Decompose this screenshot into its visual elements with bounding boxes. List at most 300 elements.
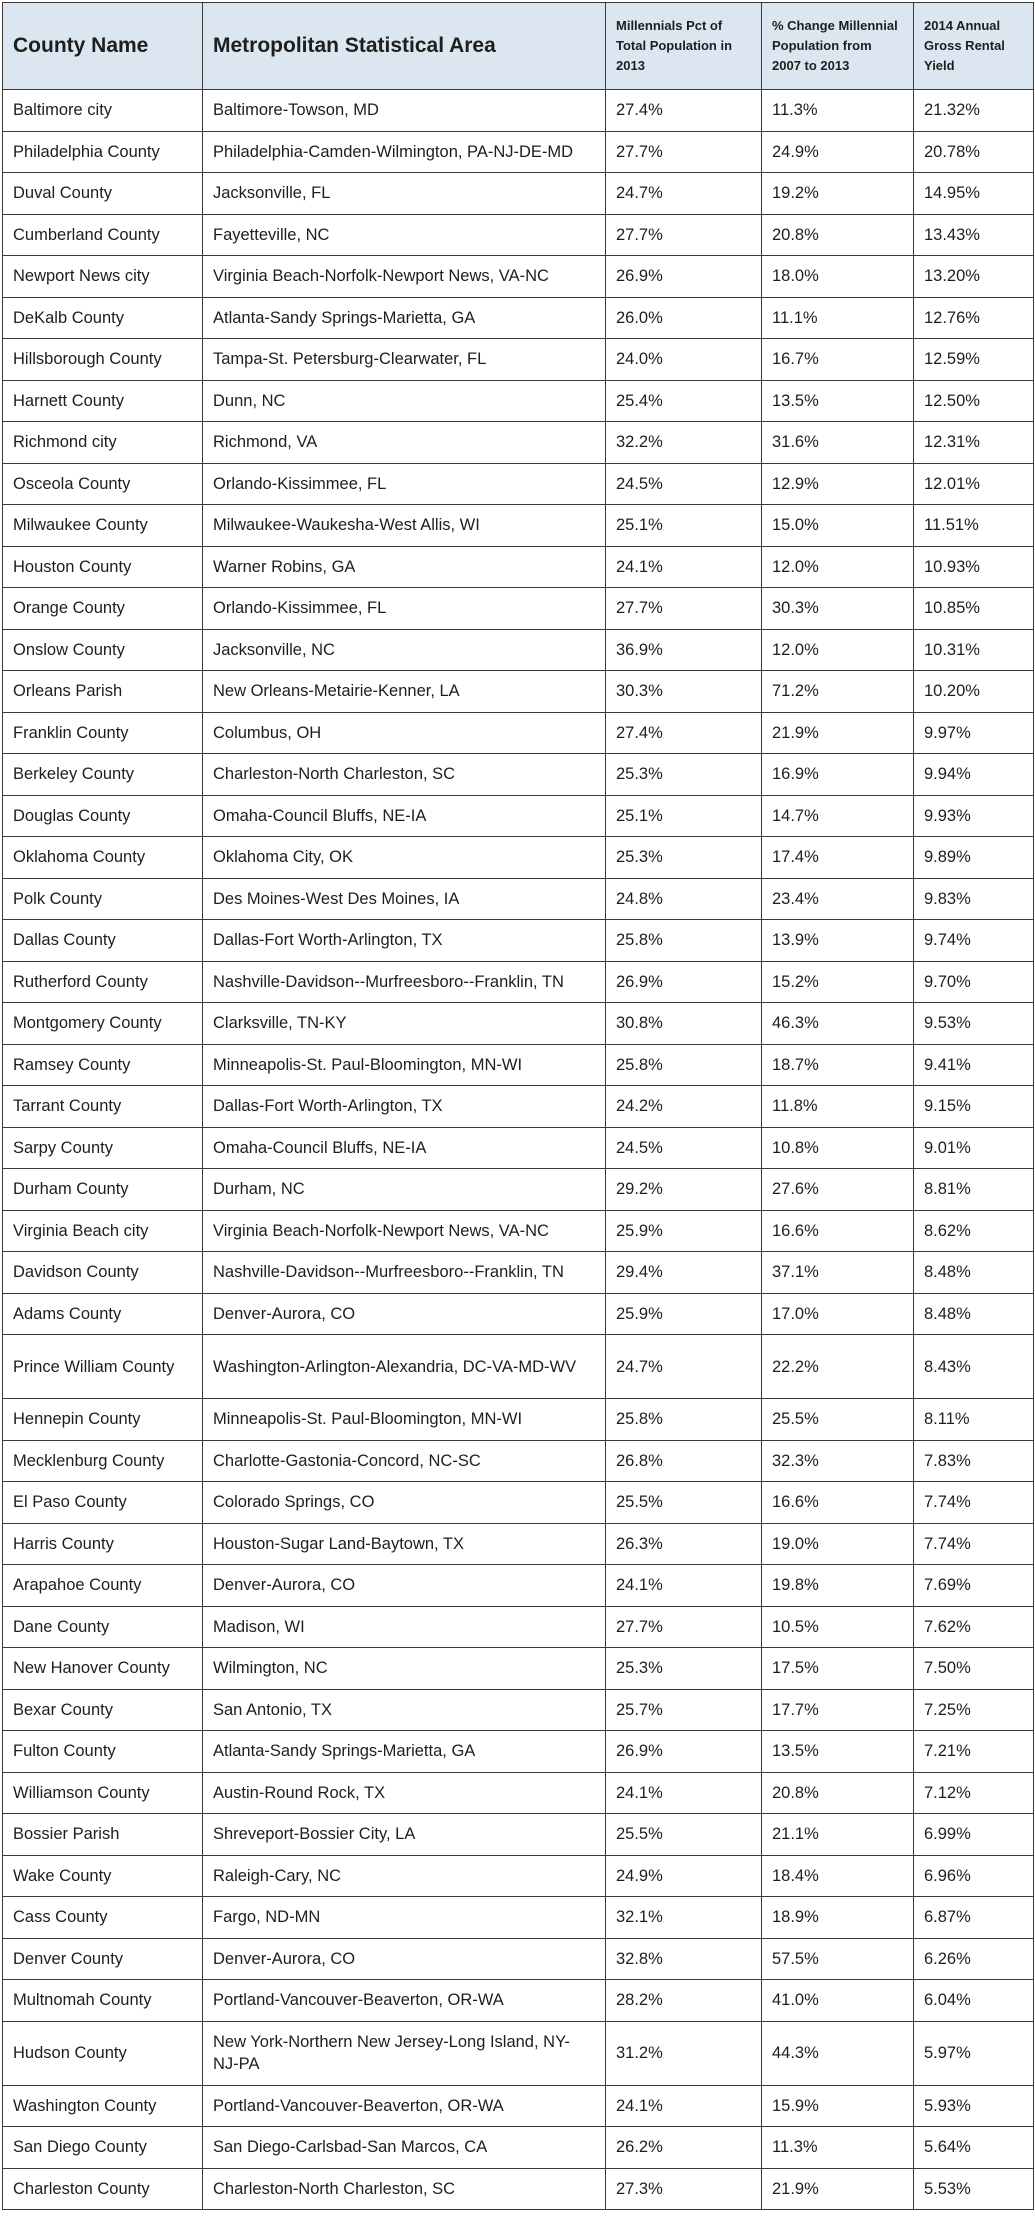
table-row (3, 463, 1034, 505)
cell-rental-yield: 7.83% (914, 1440, 1034, 1482)
cell-millennials-pct: 24.0% (606, 339, 762, 381)
cell-county-name: Orange County (3, 588, 203, 630)
cell-county-name: Cass County (3, 1897, 203, 1939)
cell-millennial-change: 44.3% (762, 2021, 914, 2085)
cell-millennials-pct: 25.5% (606, 1482, 762, 1524)
cell-county-name: Hillsborough County (3, 339, 203, 381)
cell-millennial-change: 16.6% (762, 1482, 914, 1524)
cell-millennials-pct: 25.5% (606, 1814, 762, 1856)
cell-rental-yield: 9.74% (914, 920, 1034, 962)
cell-metro-area: San Diego-Carlsbad-San Marcos, CA (203, 2127, 606, 2169)
cell-millennials-pct: 24.8% (606, 878, 762, 920)
cell-county-name: El Paso County (3, 1482, 203, 1524)
cell-millennials-pct: 27.3% (606, 2168, 762, 2210)
header-row (3, 3, 1034, 90)
cell-millennial-change: 10.8% (762, 1127, 914, 1169)
cell-metro-area: Portland-Vancouver-Beaverton, OR-WA (203, 2085, 606, 2127)
cell-county-name: Durham County (3, 1169, 203, 1211)
cell-county-name: Bexar County (3, 1689, 203, 1731)
table-row (3, 256, 1034, 298)
cell-rental-yield: 9.89% (914, 837, 1034, 879)
cell-metro-area: Atlanta-Sandy Springs-Marietta, GA (203, 297, 606, 339)
cell-county-name: Richmond city (3, 422, 203, 464)
cell-millennials-pct: 26.3% (606, 1523, 762, 1565)
cell-millennial-change: 25.5% (762, 1399, 914, 1441)
header-millennials-pct: Millennials Pct of Total Population in 2013 (606, 3, 762, 90)
cell-millennials-pct: 24.2% (606, 1086, 762, 1128)
cell-metro-area: Portland-Vancouver-Beaverton, OR-WA (203, 1980, 606, 2022)
cell-rental-yield: 5.64% (914, 2127, 1034, 2169)
cell-millennial-change: 11.8% (762, 1086, 914, 1128)
cell-county-name: Newport News city (3, 256, 203, 298)
table-body (3, 90, 1034, 2210)
cell-metro-area: New Orleans-Metairie-Kenner, LA (203, 671, 606, 713)
cell-rental-yield: 8.81% (914, 1169, 1034, 1211)
cell-millennial-change: 17.5% (762, 1648, 914, 1690)
cell-county-name: Dane County (3, 1606, 203, 1648)
cell-rental-yield: 12.31% (914, 422, 1034, 464)
header-millennial-change: % Change Millennial Population from 2007 to 2013 (762, 3, 914, 90)
cell-millennials-pct: 25.3% (606, 837, 762, 879)
cell-millennials-pct: 24.1% (606, 2085, 762, 2127)
cell-millennial-change: 20.8% (762, 1772, 914, 1814)
table-row (3, 961, 1034, 1003)
cell-millennials-pct: 24.7% (606, 1335, 762, 1399)
table-row (3, 1210, 1034, 1252)
cell-rental-yield: 9.53% (914, 1003, 1034, 1045)
cell-millennials-pct: 27.7% (606, 131, 762, 173)
cell-county-name: Prince William County (3, 1335, 203, 1399)
cell-metro-area: Houston-Sugar Land-Baytown, TX (203, 1523, 606, 1565)
table-row (3, 1648, 1034, 1690)
cell-millennials-pct: 26.8% (606, 1440, 762, 1482)
cell-metro-area: Philadelphia-Camden-Wilmington, PA-NJ-DE-MD (203, 131, 606, 173)
table-row (3, 1565, 1034, 1607)
table-row (3, 1523, 1034, 1565)
cell-rental-yield: 6.96% (914, 1855, 1034, 1897)
cell-county-name: Baltimore city (3, 90, 203, 132)
table-row (3, 90, 1034, 132)
cell-rental-yield: 6.99% (914, 1814, 1034, 1856)
cell-millennial-change: 21.1% (762, 1814, 914, 1856)
header-rental-yield: 2014 Annual Gross Rental Yield (914, 3, 1034, 90)
cell-rental-yield: 10.31% (914, 629, 1034, 671)
cell-millennials-pct: 30.3% (606, 671, 762, 713)
table-row (3, 1086, 1034, 1128)
cell-county-name: Wake County (3, 1855, 203, 1897)
table-row (3, 1814, 1034, 1856)
cell-millennial-change: 20.8% (762, 214, 914, 256)
cell-county-name: Denver County (3, 1938, 203, 1980)
cell-county-name: Williamson County (3, 1772, 203, 1814)
cell-millennial-change: 11.3% (762, 2127, 914, 2169)
cell-metro-area: Shreveport-Bossier City, LA (203, 1814, 606, 1856)
cell-rental-yield: 9.70% (914, 961, 1034, 1003)
cell-millennial-change: 57.5% (762, 1938, 914, 1980)
cell-rental-yield: 12.50% (914, 380, 1034, 422)
table-row (3, 1731, 1034, 1773)
cell-millennial-change: 18.9% (762, 1897, 914, 1939)
cell-metro-area: Charleston-North Charleston, SC (203, 2168, 606, 2210)
cell-millennials-pct: 26.2% (606, 2127, 762, 2169)
cell-millennials-pct: 24.7% (606, 173, 762, 215)
cell-rental-yield: 7.25% (914, 1689, 1034, 1731)
cell-county-name: Duval County (3, 173, 203, 215)
cell-metro-area: Omaha-Council Bluffs, NE-IA (203, 1127, 606, 1169)
cell-metro-area: Warner Robins, GA (203, 546, 606, 588)
cell-metro-area: Wilmington, NC (203, 1648, 606, 1690)
cell-rental-yield: 9.41% (914, 1044, 1034, 1086)
table-row (3, 214, 1034, 256)
cell-county-name: San Diego County (3, 2127, 203, 2169)
cell-millennials-pct: 27.7% (606, 588, 762, 630)
table-row (3, 629, 1034, 671)
cell-metro-area: Virginia Beach-Norfolk-Newport News, VA-NC (203, 256, 606, 298)
cell-metro-area: San Antonio, TX (203, 1689, 606, 1731)
table-row (3, 422, 1034, 464)
cell-county-name: Philadelphia County (3, 131, 203, 173)
cell-rental-yield: 6.26% (914, 1938, 1034, 1980)
cell-millennials-pct: 32.2% (606, 422, 762, 464)
county-rental-yield-table (2, 2, 1034, 2210)
cell-millennials-pct: 29.4% (606, 1252, 762, 1294)
cell-rental-yield: 14.95% (914, 173, 1034, 215)
cell-county-name: Milwaukee County (3, 505, 203, 547)
table-row (3, 1003, 1034, 1045)
cell-millennials-pct: 25.1% (606, 505, 762, 547)
cell-county-name: Oklahoma County (3, 837, 203, 879)
table-row (3, 1606, 1034, 1648)
cell-rental-yield: 7.74% (914, 1523, 1034, 1565)
table-row (3, 1855, 1034, 1897)
table-row (3, 754, 1034, 796)
cell-metro-area: Atlanta-Sandy Springs-Marietta, GA (203, 1731, 606, 1773)
header-county-name: County Name (3, 3, 203, 90)
cell-millennials-pct: 25.9% (606, 1210, 762, 1252)
cell-millennials-pct: 24.1% (606, 1772, 762, 1814)
table-row (3, 1399, 1034, 1441)
cell-county-name: Multnomah County (3, 1980, 203, 2022)
cell-rental-yield: 13.43% (914, 214, 1034, 256)
cell-rental-yield: 7.21% (914, 1731, 1034, 1773)
cell-millennial-change: 23.4% (762, 878, 914, 920)
cell-metro-area: Denver-Aurora, CO (203, 1293, 606, 1335)
table-row (3, 588, 1034, 630)
cell-millennial-change: 15.9% (762, 2085, 914, 2127)
cell-metro-area: New York-Northern New Jersey-Long Island, NY-NJ-PA (203, 2021, 606, 2085)
cell-millennial-change: 15.2% (762, 961, 914, 1003)
cell-millennial-change: 17.0% (762, 1293, 914, 1335)
cell-metro-area: Colorado Springs, CO (203, 1482, 606, 1524)
cell-millennials-pct: 27.7% (606, 1606, 762, 1648)
cell-rental-yield: 5.53% (914, 2168, 1034, 2210)
table-row (3, 1127, 1034, 1169)
cell-rental-yield: 6.04% (914, 1980, 1034, 2022)
cell-millennials-pct: 24.1% (606, 1565, 762, 1607)
cell-county-name: New Hanover County (3, 1648, 203, 1690)
cell-rental-yield: 8.48% (914, 1252, 1034, 1294)
cell-millennial-change: 12.0% (762, 546, 914, 588)
cell-metro-area: Columbus, OH (203, 712, 606, 754)
cell-metro-area: Jacksonville, FL (203, 173, 606, 215)
cell-millennial-change: 18.4% (762, 1855, 914, 1897)
cell-rental-yield: 9.15% (914, 1086, 1034, 1128)
cell-metro-area: Dunn, NC (203, 380, 606, 422)
cell-metro-area: Omaha-Council Bluffs, NE-IA (203, 795, 606, 837)
table-row (3, 2021, 1034, 2085)
cell-millennials-pct: 26.9% (606, 961, 762, 1003)
cell-millennial-change: 12.0% (762, 629, 914, 671)
cell-millennial-change: 14.7% (762, 795, 914, 837)
cell-rental-yield: 12.59% (914, 339, 1034, 381)
cell-millennials-pct: 26.0% (606, 297, 762, 339)
cell-millennials-pct: 25.8% (606, 920, 762, 962)
cell-millennials-pct: 31.2% (606, 2021, 762, 2085)
table-row (3, 920, 1034, 962)
cell-millennials-pct: 26.9% (606, 1731, 762, 1773)
cell-millennial-change: 22.2% (762, 1335, 914, 1399)
cell-rental-yield: 9.94% (914, 754, 1034, 796)
cell-millennials-pct: 25.8% (606, 1399, 762, 1441)
cell-metro-area: Minneapolis-St. Paul-Bloomington, MN-WI (203, 1399, 606, 1441)
table-row (3, 1044, 1034, 1086)
cell-millennials-pct: 24.9% (606, 1855, 762, 1897)
cell-metro-area: Charlotte-Gastonia-Concord, NC-SC (203, 1440, 606, 1482)
cell-millennials-pct: 26.9% (606, 256, 762, 298)
cell-rental-yield: 8.48% (914, 1293, 1034, 1335)
table-row (3, 1252, 1034, 1294)
cell-rental-yield: 21.32% (914, 90, 1034, 132)
table-row (3, 1335, 1034, 1399)
cell-millennial-change: 31.6% (762, 422, 914, 464)
cell-millennial-change: 32.3% (762, 1440, 914, 1482)
cell-rental-yield: 9.97% (914, 712, 1034, 754)
cell-county-name: Dallas County (3, 920, 203, 962)
cell-metro-area: Madison, WI (203, 1606, 606, 1648)
table-row (3, 878, 1034, 920)
cell-rental-yield: 7.74% (914, 1482, 1034, 1524)
cell-millennial-change: 16.7% (762, 339, 914, 381)
cell-millennial-change: 11.1% (762, 297, 914, 339)
cell-millennials-pct: 25.1% (606, 795, 762, 837)
cell-rental-yield: 5.97% (914, 2021, 1034, 2085)
cell-county-name: Houston County (3, 546, 203, 588)
cell-millennials-pct: 25.9% (606, 1293, 762, 1335)
cell-rental-yield: 10.85% (914, 588, 1034, 630)
cell-rental-yield: 9.01% (914, 1127, 1034, 1169)
cell-county-name: Washington County (3, 2085, 203, 2127)
table-row (3, 1980, 1034, 2022)
cell-county-name: Virginia Beach city (3, 1210, 203, 1252)
cell-metro-area: Denver-Aurora, CO (203, 1565, 606, 1607)
cell-rental-yield: 12.76% (914, 297, 1034, 339)
header-metro-area: Metropolitan Statistical Area (203, 3, 606, 90)
table-row (3, 505, 1034, 547)
cell-county-name: Bossier Parish (3, 1814, 203, 1856)
cell-rental-yield: 7.50% (914, 1648, 1034, 1690)
cell-metro-area: Virginia Beach-Norfolk-Newport News, VA-NC (203, 1210, 606, 1252)
cell-millennial-change: 10.5% (762, 1606, 914, 1648)
cell-county-name: Harris County (3, 1523, 203, 1565)
cell-millennial-change: 13.9% (762, 920, 914, 962)
cell-millennial-change: 18.0% (762, 256, 914, 298)
table-row (3, 131, 1034, 173)
cell-metro-area: Durham, NC (203, 1169, 606, 1211)
cell-metro-area: Austin-Round Rock, TX (203, 1772, 606, 1814)
cell-millennial-change: 71.2% (762, 671, 914, 713)
cell-metro-area: Charleston-North Charleston, SC (203, 754, 606, 796)
cell-county-name: Arapahoe County (3, 1565, 203, 1607)
cell-metro-area: Oklahoma City, OK (203, 837, 606, 879)
cell-rental-yield: 9.93% (914, 795, 1034, 837)
table-row (3, 1772, 1034, 1814)
cell-millennials-pct: 32.8% (606, 1938, 762, 1980)
cell-county-name: Cumberland County (3, 214, 203, 256)
table-row (3, 1482, 1034, 1524)
cell-millennials-pct: 29.2% (606, 1169, 762, 1211)
cell-metro-area: Raleigh-Cary, NC (203, 1855, 606, 1897)
cell-metro-area: Baltimore-Towson, MD (203, 90, 606, 132)
cell-county-name: Mecklenburg County (3, 1440, 203, 1482)
table-row (3, 1440, 1034, 1482)
table-row (3, 546, 1034, 588)
cell-rental-yield: 8.11% (914, 1399, 1034, 1441)
cell-millennials-pct: 27.7% (606, 214, 762, 256)
cell-millennials-pct: 28.2% (606, 1980, 762, 2022)
cell-metro-area: Des Moines-West Des Moines, IA (203, 878, 606, 920)
cell-rental-yield: 9.83% (914, 878, 1034, 920)
cell-rental-yield: 7.12% (914, 1772, 1034, 1814)
cell-metro-area: Nashville-Davidson--Murfreesboro--Franklin, TN (203, 961, 606, 1003)
cell-county-name: Fulton County (3, 1731, 203, 1773)
cell-rental-yield: 6.87% (914, 1897, 1034, 1939)
cell-rental-yield: 10.20% (914, 671, 1034, 713)
cell-millennial-change: 30.3% (762, 588, 914, 630)
table-row (3, 1293, 1034, 1335)
cell-metro-area: Fayetteville, NC (203, 214, 606, 256)
cell-metro-area: Minneapolis-St. Paul-Bloomington, MN-WI (203, 1044, 606, 1086)
cell-metro-area: Milwaukee-Waukesha-West Allis, WI (203, 505, 606, 547)
cell-rental-yield: 13.20% (914, 256, 1034, 298)
cell-millennials-pct: 25.3% (606, 754, 762, 796)
cell-millennial-change: 27.6% (762, 1169, 914, 1211)
cell-county-name: Hudson County (3, 2021, 203, 2085)
cell-millennial-change: 16.9% (762, 754, 914, 796)
cell-metro-area: Clarksville, TN-KY (203, 1003, 606, 1045)
table-row (3, 173, 1034, 215)
table-row (3, 339, 1034, 381)
cell-metro-area: Dallas-Fort Worth-Arlington, TX (203, 1086, 606, 1128)
cell-millennial-change: 21.9% (762, 2168, 914, 2210)
cell-rental-yield: 10.93% (914, 546, 1034, 588)
cell-county-name: DeKalb County (3, 297, 203, 339)
cell-metro-area: Jacksonville, NC (203, 629, 606, 671)
cell-millennial-change: 19.8% (762, 1565, 914, 1607)
cell-county-name: Ramsey County (3, 1044, 203, 1086)
cell-rental-yield: 8.62% (914, 1210, 1034, 1252)
cell-rental-yield: 8.43% (914, 1335, 1034, 1399)
table-row (3, 671, 1034, 713)
cell-millennial-change: 19.0% (762, 1523, 914, 1565)
table-row (3, 297, 1034, 339)
cell-rental-yield: 20.78% (914, 131, 1034, 173)
cell-millennial-change: 19.2% (762, 173, 914, 215)
cell-rental-yield: 12.01% (914, 463, 1034, 505)
cell-millennial-change: 46.3% (762, 1003, 914, 1045)
cell-millennials-pct: 32.1% (606, 1897, 762, 1939)
table-row (3, 380, 1034, 422)
cell-metro-area: Denver-Aurora, CO (203, 1938, 606, 1980)
cell-county-name: Osceola County (3, 463, 203, 505)
table-row (3, 2085, 1034, 2127)
cell-millennials-pct: 25.3% (606, 1648, 762, 1690)
table-header (3, 3, 1034, 90)
cell-millennial-change: 13.5% (762, 380, 914, 422)
cell-metro-area: Orlando-Kissimmee, FL (203, 463, 606, 505)
table-row (3, 2127, 1034, 2169)
cell-rental-yield: 11.51% (914, 505, 1034, 547)
cell-millennials-pct: 25.4% (606, 380, 762, 422)
cell-county-name: Montgomery County (3, 1003, 203, 1045)
cell-metro-area: Tampa-St. Petersburg-Clearwater, FL (203, 339, 606, 381)
cell-millennial-change: 37.1% (762, 1252, 914, 1294)
cell-millennials-pct: 27.4% (606, 90, 762, 132)
cell-county-name: Charleston County (3, 2168, 203, 2210)
cell-county-name: Douglas County (3, 795, 203, 837)
cell-millennials-pct: 25.8% (606, 1044, 762, 1086)
cell-millennials-pct: 24.1% (606, 546, 762, 588)
table-row (3, 795, 1034, 837)
cell-millennial-change: 12.9% (762, 463, 914, 505)
cell-millennials-pct: 36.9% (606, 629, 762, 671)
cell-millennial-change: 15.0% (762, 505, 914, 547)
cell-millennials-pct: 24.5% (606, 463, 762, 505)
cell-metro-area: Orlando-Kissimmee, FL (203, 588, 606, 630)
table-row (3, 1169, 1034, 1211)
table-row (3, 1897, 1034, 1939)
cell-millennials-pct: 24.5% (606, 1127, 762, 1169)
cell-county-name: Berkeley County (3, 754, 203, 796)
cell-county-name: Adams County (3, 1293, 203, 1335)
table-row (3, 712, 1034, 754)
cell-millennial-change: 13.5% (762, 1731, 914, 1773)
cell-millennial-change: 18.7% (762, 1044, 914, 1086)
cell-millennials-pct: 30.8% (606, 1003, 762, 1045)
cell-county-name: Davidson County (3, 1252, 203, 1294)
cell-millennial-change: 17.4% (762, 837, 914, 879)
cell-rental-yield: 7.62% (914, 1606, 1034, 1648)
cell-millennials-pct: 27.4% (606, 712, 762, 754)
cell-rental-yield: 5.93% (914, 2085, 1034, 2127)
cell-millennial-change: 21.9% (762, 712, 914, 754)
cell-metro-area: Richmond, VA (203, 422, 606, 464)
cell-county-name: Tarrant County (3, 1086, 203, 1128)
table-row (3, 837, 1034, 879)
cell-rental-yield: 7.69% (914, 1565, 1034, 1607)
cell-county-name: Onslow County (3, 629, 203, 671)
cell-metro-area: Dallas-Fort Worth-Arlington, TX (203, 920, 606, 962)
cell-millennials-pct: 25.7% (606, 1689, 762, 1731)
cell-millennial-change: 41.0% (762, 1980, 914, 2022)
cell-metro-area: Washington-Arlington-Alexandria, DC-VA-MD-WV (203, 1335, 606, 1399)
table-row (3, 2168, 1034, 2210)
cell-county-name: Polk County (3, 878, 203, 920)
table-row (3, 1938, 1034, 1980)
cell-county-name: Franklin County (3, 712, 203, 754)
cell-county-name: Sarpy County (3, 1127, 203, 1169)
table-row (3, 1689, 1034, 1731)
cell-metro-area: Nashville-Davidson--Murfreesboro--Franklin, TN (203, 1252, 606, 1294)
